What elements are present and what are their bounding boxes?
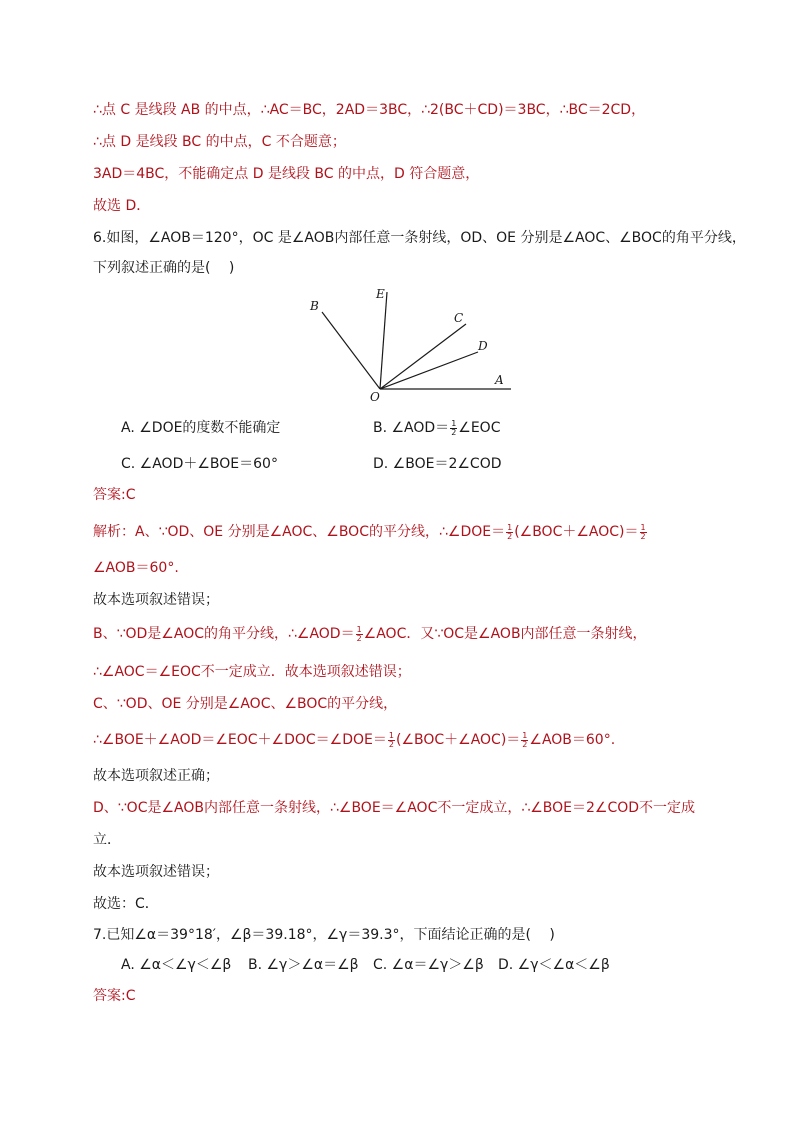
fraction-denominator: 2 <box>451 427 457 437</box>
fraction-half <box>388 732 395 749</box>
q7-option-d: D. ∠γ＜∠α＜∠β <box>498 957 610 973</box>
fraction-half <box>356 626 363 643</box>
fraction-half <box>640 524 647 541</box>
ray-OE <box>380 292 387 389</box>
q6-option-a: A. ∠DOE的度数不能确定 <box>121 420 281 436</box>
analysis-d-conclusion: 故本选项叙述错误； <box>93 864 219 880</box>
solution-final: 故选 D． <box>93 198 151 214</box>
ray-OD <box>380 352 478 389</box>
analysis-b-line-2: ∴∠AOC＝∠EOC不一定成立．故本选项叙述错误； <box>93 664 411 680</box>
q7-option-b: B. ∠γ＞∠α＝∠β <box>248 957 359 973</box>
analysis-a-mid: (∠BOC＋∠AOC)＝ <box>514 524 639 540</box>
solution-line-3: 3AD＝4BC，不能确定点 D 是线段 BC 的中点，D 符合题意， <box>93 166 480 182</box>
q7-option-c: C. ∠α＝∠γ＞∠β <box>373 957 484 973</box>
label-A: A <box>495 373 504 387</box>
question-6-stem: 6.如图，∠AOB＝120°，OC 是∠AOB内部任意一条射线，OD、OE 分别是∠AOC、∠BOC的角平分线， <box>93 230 746 246</box>
analysis-a-pre: 解析：A、∵OD、OE 分别是∠AOC、∠BOC的平分线，∴∠DOE＝ <box>93 524 506 540</box>
fraction-numerator: 1 <box>522 730 528 740</box>
analysis-b-pre: B、∵OD是∠AOC的角平分线，∴∠AOD＝ <box>93 626 355 642</box>
fraction-denominator: 2 <box>388 739 394 749</box>
fraction-denominator: 2 <box>507 531 513 541</box>
fraction-numerator: 1 <box>507 522 513 532</box>
fraction-numerator: 1 <box>640 522 646 532</box>
fraction-denominator: 2 <box>356 633 362 643</box>
label-B: B <box>310 299 319 313</box>
fraction-half <box>521 732 528 749</box>
q6-option-b <box>373 418 500 438</box>
label-C: C <box>454 311 464 325</box>
label-D: D <box>478 339 488 353</box>
analysis-c-post: ∠AOB＝60°. <box>529 732 616 748</box>
analysis-c-line-1: C、∵OD、OE 分别是∠AOC、∠BOC的平分线， <box>93 696 398 712</box>
q6-option-b-pre: B. ∠AOD＝ <box>373 420 450 436</box>
analysis-a-line-2: ∠AOB＝60°. <box>93 560 179 576</box>
answer-7: 答案:C <box>93 988 136 1004</box>
q6-option-b-post: ∠EOC <box>458 420 501 436</box>
analysis-b-line-1 <box>93 624 647 644</box>
answer-6: 答案:C <box>93 487 136 503</box>
q7-option-a: A. ∠α＜∠γ＜∠β <box>121 957 232 973</box>
analysis-a-conclusion: 故本选项叙述错误； <box>93 592 219 608</box>
angle-figure <box>300 280 530 410</box>
question-7-stem: 7.已知∠α＝39°18′，∠β＝39.18°，∠γ＝39.3°，下面结论正确的是( ) <box>93 927 555 943</box>
analysis-c-pre: ∴∠BOE＋∠AOD＝∠EOC＋∠DOC＝∠DOE＝ <box>93 732 387 748</box>
fraction-half <box>506 524 513 541</box>
fraction-numerator: 1 <box>388 730 394 740</box>
label-E: E <box>376 287 385 301</box>
analysis-d-line-2: 立． <box>93 832 121 848</box>
question-6-prompt: 下列叙述正确的是( ) <box>93 260 235 276</box>
solution-line-1: ∴点 C 是线段 AB 的中点，∴AC＝BC，2AD＝3BC，∴2(BC＋CD)＝3BC，∴BC＝2CD， <box>93 102 646 118</box>
fraction-denominator: 2 <box>522 739 528 749</box>
q6-option-c: C. ∠AOD＋∠BOE＝60° <box>121 456 278 472</box>
fraction-half <box>450 420 457 437</box>
analysis-final: 故选：C． <box>93 896 159 912</box>
analysis-d-line-1: D、∵OC是∠AOB内部任意一条射线，∴∠BOE＝∠AOC不一定成立，∴∠BOE＝2∠COD不一定成 <box>93 800 696 816</box>
analysis-a-line-1 <box>93 522 648 542</box>
fraction-numerator: 1 <box>451 418 457 428</box>
solution-line-2: ∴点 D 是线段 BC 的中点，C 不合题意； <box>93 134 346 150</box>
fraction-numerator: 1 <box>356 624 362 634</box>
ray-OC <box>380 324 466 389</box>
q6-option-d: D. ∠BOE＝2∠COD <box>373 456 502 472</box>
analysis-b-post: ∠AOC．又∵OC是∠AOB内部任意一条射线， <box>363 626 647 642</box>
label-O: O <box>370 390 380 404</box>
analysis-c-mid: (∠BOC＋∠AOC)＝ <box>395 732 521 748</box>
ray-OB <box>322 312 380 389</box>
fraction-denominator: 2 <box>640 531 646 541</box>
analysis-c-conclusion: 故本选项叙述正确； <box>93 768 219 784</box>
analysis-c-line-2 <box>93 730 615 750</box>
